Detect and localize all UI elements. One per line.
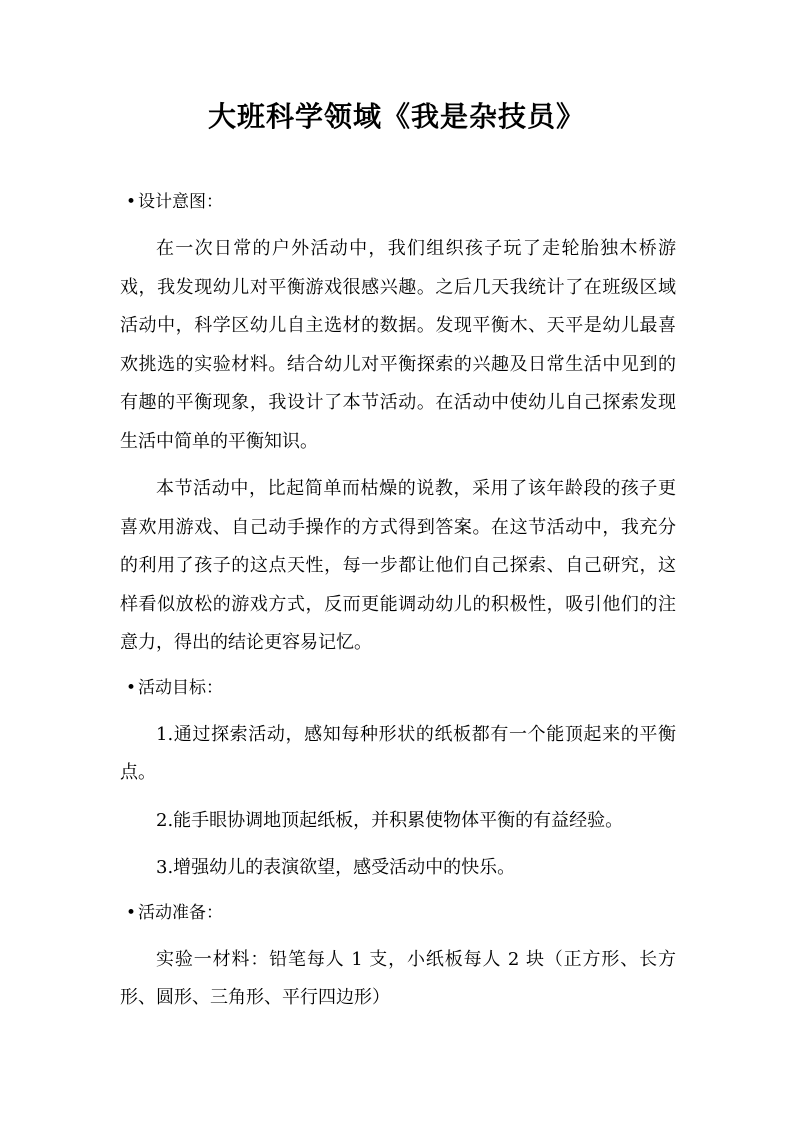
preparation-item: 实验一材料：铅笔每人 1 支，小纸板每人 2 块（正方形、长方形、圆形、三角形、平行四边形） [120, 948, 676, 1008]
section-heading-label: 活动目标： [138, 677, 223, 698]
bullet-icon: • [126, 192, 137, 212]
document-title: 大班科学领域《我是杂技员》 [207, 100, 585, 133]
paragraph: 本节活动中，比起简单而枯燥的说教，采用了该年龄段的孩子更喜欢用游戏、自己动手操作的方式得到答案。在这节活动中，我充分的利用了孩子的这点天性，每一步都让他们自己探索、自己研究，这样看似放松的游戏方式，反而更能调动幼儿的积极性，吸引他们的注意力，得出的结论更容易记忆。 [120, 478, 676, 653]
goal-item: 2.能手眼协调地顶起纸板，并积累使物体平衡的有益经验。 [156, 809, 624, 831]
goal-item: 3.增强幼儿的表演欲望，感受活动中的快乐。 [156, 857, 516, 878]
section-heading-design-intent [126, 183, 676, 221]
section-heading-label: 设计意图： [138, 192, 223, 212]
bullet-icon: • [126, 902, 137, 923]
goal-item: 1.通过探索活动，感知每种形状的纸板都有一个能顶起来的平衡点。 [120, 723, 676, 783]
section-heading-activity-goals [126, 669, 676, 707]
section-heading-activity-preparation [126, 894, 676, 932]
document-body [120, 183, 676, 1018]
paragraph: 在一次日常的户外活动中，我们组织孩子玩了走轮胎独木桥游戏，我发现幼儿对平衡游戏很感兴趣。之后几天我统计了在班级区域活动中，科学区幼儿自主选材的数据。发现平衡木、天平是幼儿最喜欢挑选的实验材料。结合幼儿对平衡探索的兴趣及日常生活中见到的有趣的平衡现象，我设计了本节活动。在活动中使幼儿自己探索发现生活中简单的平衡知识。 [120, 238, 676, 452]
bullet-icon: • [126, 677, 137, 698]
section-heading-label: 活动准备： [138, 902, 223, 923]
